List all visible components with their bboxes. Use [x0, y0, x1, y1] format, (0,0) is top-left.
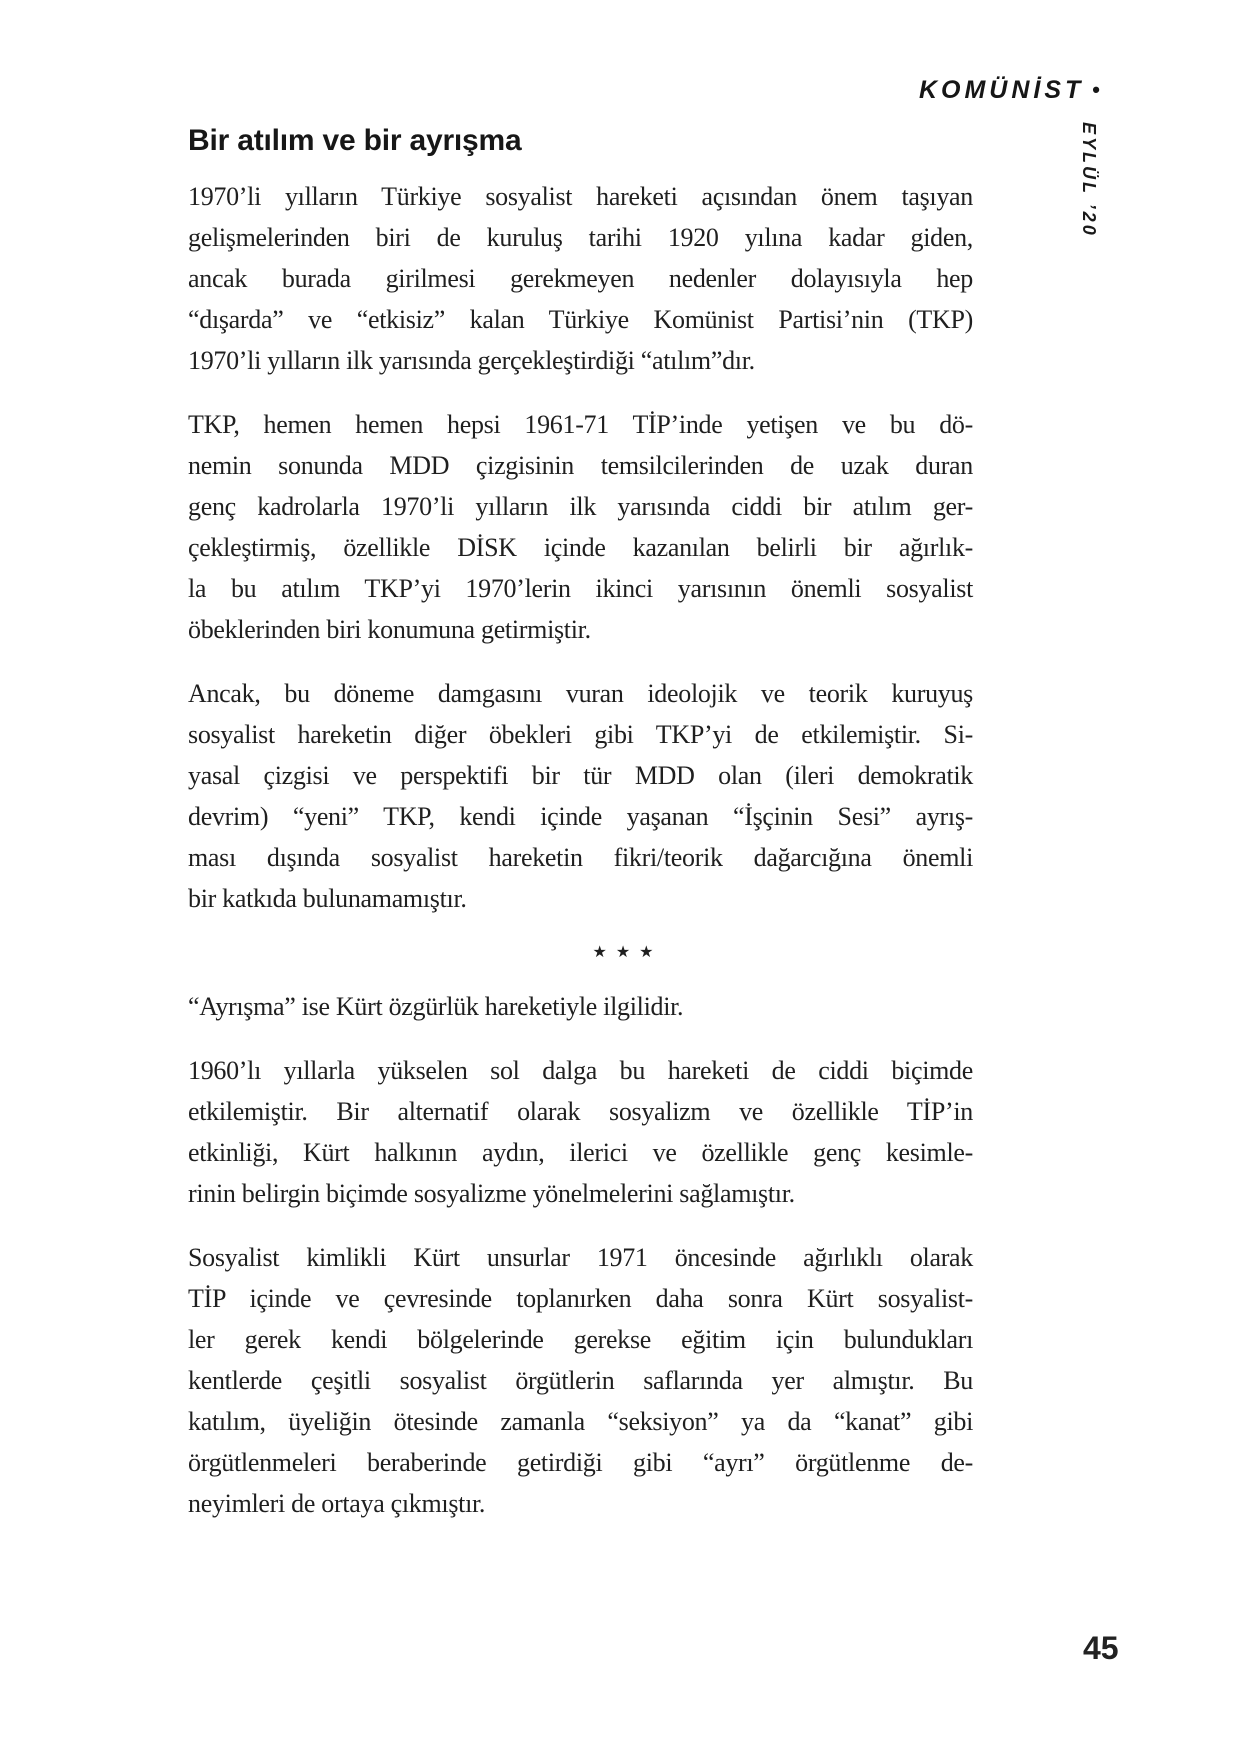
- text-line: ancak burada girilmesi gerekmeyen nedenler dolayısıyla hep: [188, 264, 973, 293]
- text-line: 1970’li yılların Türkiye sosyalist hareketi açısından önem taşıyan: [188, 182, 973, 211]
- text-line: “Ayrışma” ise Kürt özgürlük hareketiyle ilgilidir.: [188, 992, 684, 1021]
- text-line: ması dışında sosyalist hareketin fikri/teorik dağarcığına önemli: [188, 843, 973, 872]
- text-line: devrim) “yeni” TKP, kendi içinde yaşanan “İşçinin Sesi” ayrış-: [188, 802, 973, 831]
- text-line: Ancak, bu döneme damgasını vuran ideolojik ve teorik kuruyuş: [188, 679, 973, 708]
- section-heading: Bir atılım ve bir ayrışma: [188, 124, 522, 157]
- article-body: [188, 124, 973, 1547]
- text-line: kentlerde çeşitli sosyalist örgütlerin saflarında yer almıştır. Bu: [188, 1366, 973, 1395]
- paragraph-6: [188, 1237, 973, 1524]
- issue-label: EYLÜL ’20: [1079, 122, 1099, 238]
- text-line: TİP içinde ve çevresinde toplanırken daha sonra Kürt sosyalist-: [188, 1284, 973, 1313]
- text-line: “dışarda” ve “etkisiz” kalan Türkiye Komünist Partisi’nin (TKP): [188, 305, 973, 334]
- paragraph-3: [188, 673, 973, 919]
- running-head: [919, 76, 1100, 105]
- text-line: la bu atılım TKP’yi 1970’lerin ikinci yarısının önemli sosyalist: [188, 574, 973, 603]
- text-line: ler gerek kendi bölgelerinde gerekse eğitim için bulundukları: [188, 1325, 973, 1354]
- text-line: 1960’lı yıllarla yükselen sol dalga bu hareketi de ciddi biçimde: [188, 1056, 973, 1085]
- text-line: çekleştirmiş, özellikle DİSK içinde kazanılan belirli bir ağırlık-: [188, 533, 973, 562]
- title-bullet-icon: •: [1092, 77, 1100, 102]
- paragraph-2: [188, 404, 973, 650]
- text-line: yasal çizgisi ve perspektifi bir tür MDD olan (ileri demokratik: [188, 761, 973, 790]
- text-line: genç kadrolarla 1970’li yılların ilk yarısında ciddi bir atılım ger-: [188, 492, 973, 521]
- text-line: katılım, üyeliğin ötesinde zamanla “seksiyon” ya da “kanat” gibi: [188, 1407, 973, 1436]
- text-line: sosyalist hareketin diğer öbekleri gibi TKP’yi de etkilemiştir. Si-: [188, 720, 973, 749]
- text-line: rinin belirgin biçimde sosyalizme yönelmelerini sağlamıştır.: [188, 1179, 795, 1208]
- page-number: 45: [1083, 1630, 1119, 1666]
- text-line: nemin sonunda MDD çizgisinin temsilcilerinden de uzak duran: [188, 451, 973, 480]
- paragraph-5: [188, 1050, 973, 1214]
- text-line: öbeklerinden biri konumuna getirmiştir.: [188, 615, 591, 644]
- magazine-title: KOMÜNİST: [918, 76, 1085, 104]
- text-line: TKP, hemen hemen hepsi 1961-71 TİP’inde yetişen ve bu dö-: [188, 410, 973, 439]
- section-separator-stars: ★★★: [592, 944, 663, 961]
- text-line: örgütlenmeleri beraberinde getirdiği gibi “ayrı” örgütlenme de-: [188, 1448, 973, 1477]
- text-line: gelişmelerinden biri de kuruluş tarihi 1920 yılına kadar giden,: [188, 223, 973, 252]
- paragraph-1: [188, 176, 973, 381]
- paragraph-4: [188, 986, 973, 1027]
- text-line: 1970’li yılların ilk yarısında gerçekleştirdiği “atılım”dır.: [188, 346, 755, 375]
- text-line: etkinliği, Kürt halkının aydın, ilerici ve özellikle genç kesimle-: [188, 1138, 973, 1167]
- text-line: neyimleri de ortaya çıkmıştır.: [188, 1489, 486, 1518]
- text-line: Sosyalist kimlikli Kürt unsurlar 1971 öncesinde ağırlıklı olarak: [188, 1243, 973, 1272]
- text-line: etkilemiştir. Bir alternatif olarak sosyalizm ve özellikle TİP’in: [188, 1097, 973, 1126]
- text-line: bir katkıda bulunamamıştır.: [188, 884, 467, 913]
